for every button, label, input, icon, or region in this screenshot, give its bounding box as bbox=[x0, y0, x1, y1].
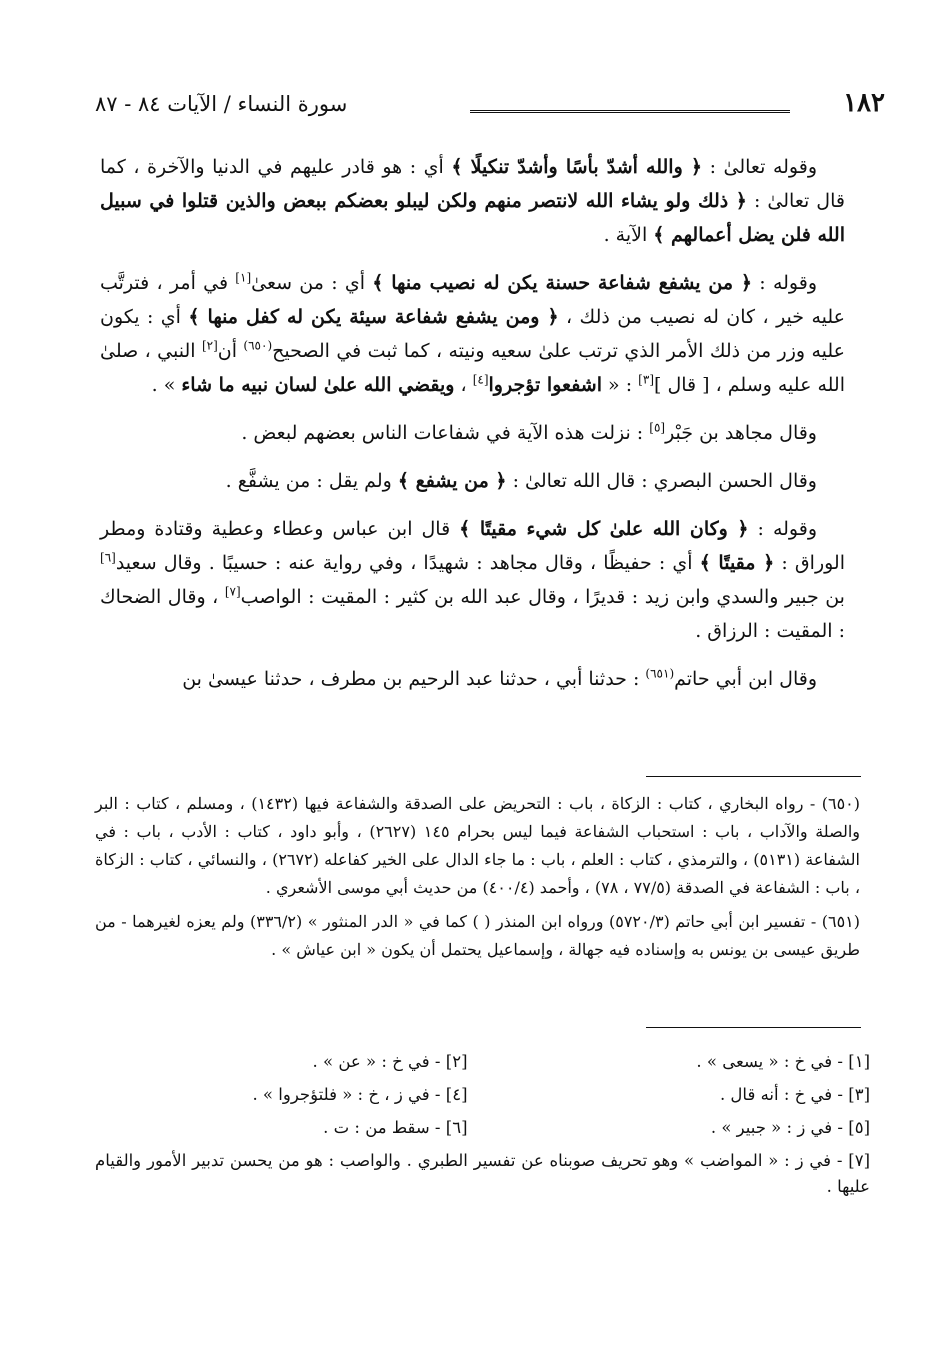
hadith-quote: ويقضي الله علىٰ لسان نبيه ما شاء bbox=[181, 374, 455, 396]
paragraph-6 bbox=[100, 662, 845, 696]
variant-grid bbox=[95, 1045, 870, 1144]
text-run: ولم يقل : من يشفَّع . bbox=[225, 470, 398, 492]
header-rule bbox=[470, 110, 790, 113]
footnote-ref: [٦] bbox=[100, 550, 116, 565]
quran-verse: ﴿ ومن يشفع شفاعة سيئة يكن له كفل منها ﴾ bbox=[188, 306, 559, 328]
text-run: وقوله : bbox=[752, 272, 817, 294]
variant-note-7: [٧] - في ز : « المواضب » وهو تحريف صوبناه عن تفسير الطبري . والواصب : هو من يحسن تدبير الأمور والقيام عليها . bbox=[95, 1151, 870, 1196]
paragraph-4 bbox=[100, 464, 845, 498]
text-run: وقال ابن أبي حاتم bbox=[674, 668, 817, 690]
text-run: وقوله : bbox=[748, 518, 817, 540]
paragraph-2 bbox=[100, 266, 845, 402]
text-run: النبي ، صلىٰ الله عليه وسلم ، [ قال ] bbox=[100, 340, 845, 396]
text-run: : « bbox=[602, 374, 639, 396]
text-run: ، وقال الضحاك : المقيت : الرزاق . bbox=[100, 586, 845, 642]
text-run: أن bbox=[217, 340, 244, 362]
paragraph-1 bbox=[100, 150, 845, 252]
text-run: قال ابن عباس وعطاء وعطية وقتادة ومطر الوراق : bbox=[100, 518, 845, 574]
footnote-ref: [٣] bbox=[638, 372, 654, 387]
text-run: أي : حفيظًا ، وقال مجاهد : شهيدًا ، وفي رواية عنه : حسيبًا . وقال سعيد bbox=[115, 552, 700, 574]
quran-verse: ﴿ من يشفع ﴾ bbox=[397, 470, 507, 492]
quran-verse: ﴿ وكان الله علىٰ كل شيء مقيتًا ﴾ bbox=[459, 518, 749, 540]
variant-note-3: [٣] - في خ : أنه قال . bbox=[719, 1085, 870, 1104]
variant-note-2: [٢] - في خ : « عن » . bbox=[312, 1052, 468, 1071]
text-run: أي : من سعىٰ bbox=[251, 272, 373, 294]
footnote-ref: [٢] bbox=[201, 338, 218, 353]
hadith-footnote-650: (٦٥٠) - رواه البخاري ، كتاب : الزكاة ، باب : التحريض على الصدقة والشفاعة فيها (١٤٣٢) ، ومسلم ، كتاب : البر والصلة والآداب ، باب : استحباب الشفاعة فيما ليس بحرام ١٤٥ (٢٦٢٧) ، وأبو داود ، كتاب : الأدب ، باب : في الشفاعة (٥١٣١) ، والترمذي ، كتاب : العلم ، باب : ما جاء الدال على الخير كفاعله (٢٦٧٢) ، والنسائي ، كتاب : الزكاة ، باب : الشفاعة في الصدقة (٧٧/٥ ، ٧٨) ، وأحمد (٤٠٠/٤) من حديث أبي موسى الأشعري . bbox=[95, 794, 861, 897]
hadith-footnotes bbox=[95, 790, 860, 970]
text-run: بن جبير والسدي وابن زيد : قديرًا ، وقال عبد الله بن كثير : المقيت : الواصب bbox=[240, 586, 845, 608]
text-run: أي : يكون عليه وزر من ذلك الأمر الذي ترتب علىٰ سعيه ونيته ، كما ثبت في الصحيح bbox=[100, 306, 845, 362]
running-title: سورة النساء / الآيات ٨٤ - ٨٧ bbox=[95, 92, 348, 116]
text-run: وقوله تعالىٰ : bbox=[702, 156, 817, 178]
text-run: » . bbox=[151, 374, 182, 396]
footnote-ref: [١] bbox=[235, 270, 252, 285]
text-run: : حدثنا أبي ، حدثنا عبد الرحيم بن مطرف ، حدثنا عيسىٰ بن bbox=[182, 668, 646, 690]
footnote-divider bbox=[646, 776, 861, 777]
variant-footnotes bbox=[95, 1045, 870, 1200]
paragraph-5 bbox=[100, 512, 845, 648]
variants-divider bbox=[646, 1027, 861, 1028]
text-run: الآية . bbox=[603, 224, 654, 246]
variant-note-1: [١] - في خ : « يسعى » . bbox=[696, 1052, 870, 1071]
quran-verse: ﴿ مقيتًا ﴾ bbox=[699, 552, 775, 574]
variant-note-4: [٤] - في ز ، خ : « فلتؤجروا » . bbox=[252, 1085, 468, 1104]
quran-verse: ﴿ من يشفع شفاعة حسنة يكن له نصيب منها ﴾ bbox=[372, 272, 753, 294]
text-run: ، bbox=[454, 374, 473, 396]
paragraph-3 bbox=[100, 416, 845, 450]
page-header bbox=[95, 88, 885, 128]
text-run: : نزلت هذه الآية في شفاعات الناس بعضهم لبعض . bbox=[241, 422, 650, 444]
page-number: ١٨٢ bbox=[843, 88, 885, 118]
text-run: وقال مجاهد بن جَبْر bbox=[665, 422, 817, 444]
text-run: أي : هو قادر عليهم في الدنيا والآخرة ، كما قال تعالىٰ : bbox=[100, 156, 845, 212]
text-run: في أمر ، فترتَّب عليه خير ، كان له نصيب من ذلك ، bbox=[100, 272, 845, 328]
footnote-ref: [٤] bbox=[472, 372, 489, 387]
hadith-footnote-651: (٦٥١) - تفسير ابن أبي حاتم (٥٧٢٠/٣) ورواه ابن المنذر ( ) كما في « الدر المنثور » (٣٣٦/٢) ولم يعزه لغيرهما - من طريق عيسى بن يونس به وإسناده فيه جهالة ، وإسماعيل يحتمل أن يكون « ابن عياش » . bbox=[95, 912, 860, 959]
hadith-quote: اشفعوا تؤجروا bbox=[488, 374, 603, 396]
text-run: وقال الحسن البصري : قال الله تعالىٰ : bbox=[506, 470, 817, 492]
main-text bbox=[100, 150, 845, 710]
footnote-ref: [٥] bbox=[649, 420, 666, 435]
quran-verse: ﴿ ذلك ولو يشاء الله لانتصر منهم ولكن ليبلو بعضكم ببعض والذين قتلوا في سبيل الله فلن يضل أعمالهم ﴾ bbox=[100, 190, 845, 246]
footnote-ref: (٦٥٠) bbox=[243, 338, 273, 353]
footnote-ref: (٦٥١) bbox=[645, 666, 675, 681]
footnote-ref: [٧] bbox=[224, 584, 241, 599]
quran-verse: ﴿ والله أشدّ بأسًا وأشدّ تنكيلًا ﴾ bbox=[451, 156, 703, 178]
variant-note-5: [٥] - في ز : « جبير » . bbox=[710, 1118, 870, 1137]
variant-note-6: [٦] - سقط من : ت . bbox=[323, 1118, 468, 1137]
